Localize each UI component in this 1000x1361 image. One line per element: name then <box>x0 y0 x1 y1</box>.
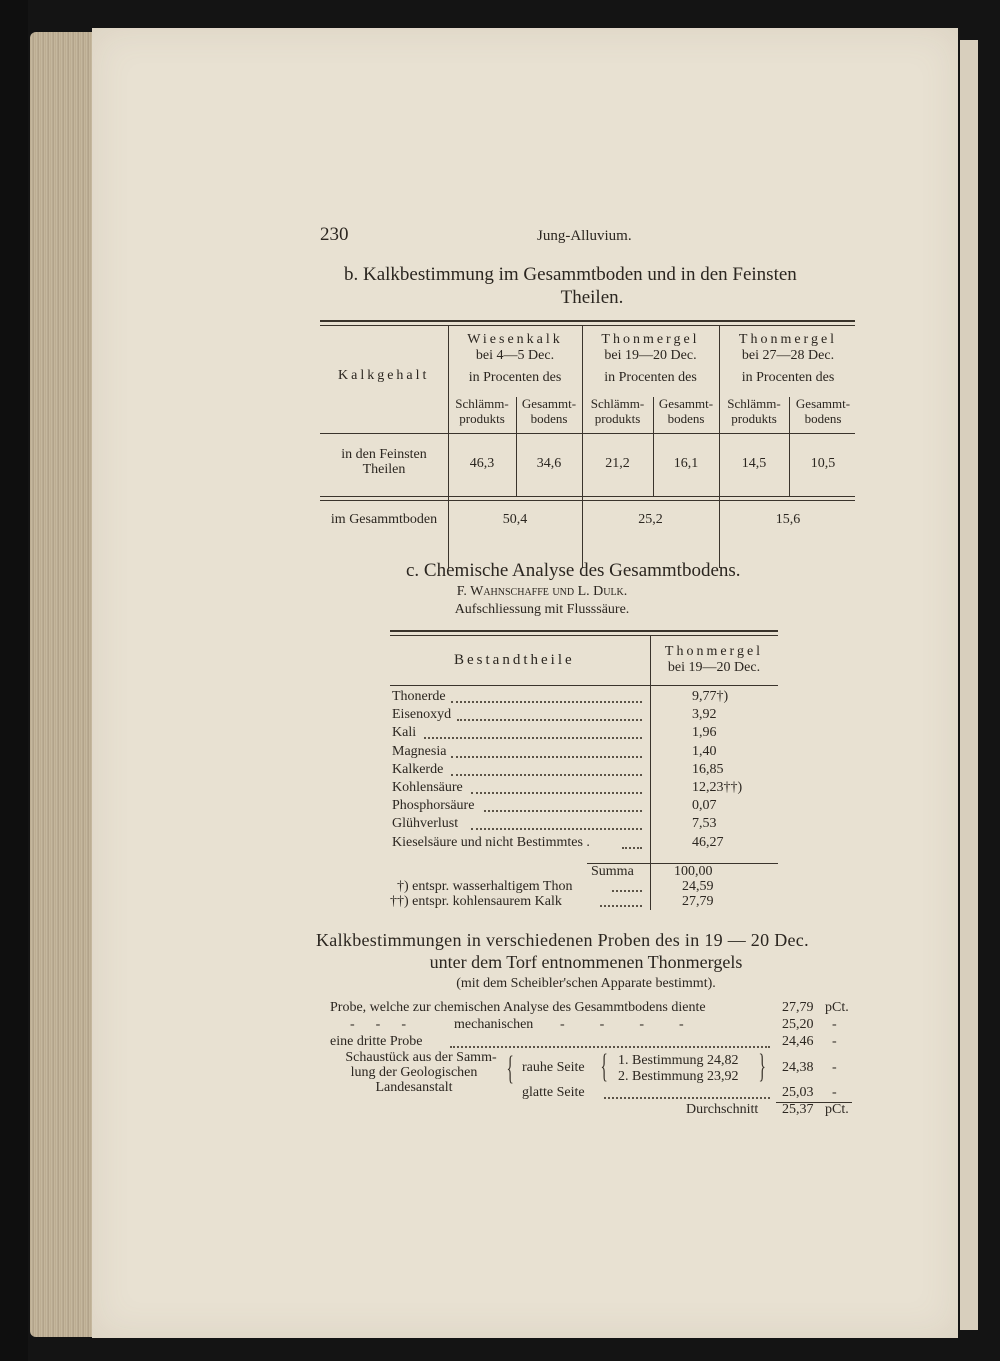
analysis-row-name: Phosphorsäure <box>392 798 475 813</box>
line3-unit: - <box>832 1034 837 1049</box>
group-3-name: Thonmergel <box>738 332 838 347</box>
analysis-row-name: Kali <box>392 725 417 740</box>
cell-gesammt-1: 50,4 <box>502 512 528 527</box>
line2-label: mechanischen <box>454 1017 534 1032</box>
analysis-row-name: Glühverlust <box>392 816 459 831</box>
schaustueck-line3: Landesanstalt <box>375 1080 453 1095</box>
group-3-unit: in Procenten des <box>741 370 835 385</box>
analysis-row-value: 16,85 <box>692 762 724 777</box>
cell-gesammt-3: 15,6 <box>775 512 801 527</box>
section-c-authors: F. Wahnschaffe und L. Dulk. <box>456 584 628 599</box>
col-header-range: bei 19—20 Dec. <box>667 660 761 675</box>
adjacent-page <box>960 40 978 1330</box>
leader-dots <box>484 810 642 812</box>
group-1-col2: Gesammt- bodens <box>521 396 577 426</box>
analysis-row-value: 46,27 <box>692 835 724 850</box>
analysis-row-name: Magnesia <box>392 744 447 759</box>
rauhe-seite: rauhe Seite <box>522 1060 585 1075</box>
group-2-unit: in Procenten des <box>604 370 697 385</box>
group-2-name: Thonmergel <box>601 332 700 347</box>
cell-feinsten-6: 10,5 <box>810 456 836 471</box>
brace-left-icon: { <box>506 1050 514 1087</box>
section-d-title-line2: unter dem Torf entnommenen Thonmergels <box>429 952 743 972</box>
leader-dots <box>457 719 642 721</box>
cell-feinsten-5: 14,5 <box>741 456 767 471</box>
col-header-bestandtheile: Bestandtheile <box>454 652 575 668</box>
line3-label: eine dritte Probe <box>330 1034 423 1049</box>
bestimmung-1: 1. Bestimmung 24,82 <box>618 1053 739 1068</box>
leader-dots <box>424 737 642 739</box>
section-b-title-line1: b. Kalkbestimmung im Gesammtboden und in den Feinsten <box>344 264 797 285</box>
line1-value: 27,79 <box>782 1000 814 1015</box>
footnote-2-value: 27,79 <box>682 894 714 909</box>
footnote-1-value: 24,59 <box>682 879 714 894</box>
analysis-row-value: 1,40 <box>692 744 717 759</box>
group-3-col1: Schlämm- produkts <box>727 396 781 426</box>
leader-dots <box>451 774 642 776</box>
line2-dashes-left: - - - <box>350 1017 406 1032</box>
section-c-title: c. Chemische Analyse des Gesammtbodens. <box>406 560 741 581</box>
cell-feinsten-4: 16,1 <box>673 456 699 471</box>
cell-feinsten-3: 21,2 <box>605 456 630 471</box>
group-3-range: bei 27—28 Dec. <box>741 348 835 363</box>
schaustueck-line2: lung der Geologischen <box>350 1065 478 1080</box>
leader-dots <box>451 701 642 703</box>
brace-right-icon: } <box>758 1048 766 1085</box>
row-feinsten-label: in den Feinsten Theilen <box>341 447 427 477</box>
analysis-row-name: Kieselsäure und nicht Bestimmtes . <box>392 835 590 850</box>
analysis-row-name: Kalkerde <box>392 762 444 777</box>
cell-feinsten-1: 46,3 <box>469 456 495 471</box>
glatte-value: 25,03 <box>782 1085 814 1100</box>
schaustueck-line1: Schaustück aus der Samm- <box>345 1050 497 1065</box>
analysis-row-value: 9,77†) <box>692 689 729 704</box>
rauhe-value: 24,38 <box>782 1060 814 1075</box>
group-1-name: Wiesenkalk <box>467 332 563 347</box>
group-2-col2: Gesammt- bodens <box>658 396 714 426</box>
line1-unit: pCt. <box>825 1000 849 1015</box>
analysis-row-value: 7,53 <box>692 816 717 831</box>
leader-dots <box>471 828 642 830</box>
group-1-col1: Schlämm- produkts <box>455 396 509 426</box>
analysis-row-name: Kohlensäure <box>392 780 463 795</box>
col-header-thonmergel: Thonmergel <box>664 644 764 659</box>
book-edge <box>0 0 28 1361</box>
analysis-row-value: 0,07 <box>692 798 717 813</box>
glatte-unit: - <box>832 1085 837 1100</box>
section-c-method: Aufschliessung mit Flusssäure. <box>454 602 630 617</box>
leader-dots <box>471 792 642 794</box>
rauhe-unit: - <box>832 1060 837 1075</box>
line2-value: 25,20 <box>782 1017 814 1032</box>
section-b-title-line2: Theilen. <box>560 287 624 308</box>
group-1-unit: in Procenten des <box>468 370 562 385</box>
row-header-kalkgehalt: Kalkgehalt <box>338 368 430 383</box>
durchschnitt-unit: pCt. <box>825 1102 849 1117</box>
analysis-row-name: Thonerde <box>392 689 446 704</box>
page-number: 230 <box>320 224 349 245</box>
analysis-row-value: 1,96 <box>692 725 717 740</box>
footnote-2-label: ††) entspr. kohlensaurem Kalk <box>390 894 562 909</box>
leader-dots <box>451 756 642 758</box>
analysis-row-value: 3,92 <box>692 707 717 722</box>
durchschnitt-label: Durchschnitt <box>686 1102 759 1117</box>
line2-dashes-right: - - - - <box>560 1017 684 1032</box>
footnote-1-label: †) entspr. wasserhaltigem Thon <box>397 879 573 894</box>
group-3-col2: Gesammt- bodens <box>795 396 851 426</box>
row-gesammtboden-label: im Gesammtboden <box>330 512 438 527</box>
book-page <box>92 28 958 1338</box>
cell-feinsten-2: 34,6 <box>536 456 562 471</box>
line2-unit: - <box>832 1017 837 1032</box>
summa-value: 100,00 <box>674 864 713 879</box>
brace-middle-icon: { <box>600 1048 608 1085</box>
leader-dots <box>622 847 642 849</box>
bestimmung-2: 2. Bestimmung 23,92 <box>618 1069 739 1084</box>
analysis-row-value: 12,23††) <box>692 780 743 795</box>
glatte-seite: glatte Seite <box>522 1085 585 1100</box>
group-2-range: bei 19—20 Dec. <box>604 348 697 363</box>
durchschnitt-value: 25,37 <box>782 1102 814 1117</box>
section-d-subtitle: (mit dem Scheibler'schen Apparate bestimmt). <box>456 976 716 991</box>
analysis-row-name: Eisenoxyd <box>392 707 452 722</box>
running-title: Jung-Alluvium. <box>537 228 632 244</box>
cell-gesammt-2: 25,2 <box>638 512 663 527</box>
line3-value: 24,46 <box>782 1034 814 1049</box>
line1-label: Probe, welche zur chemischen Analyse des Gesammtbodens diente <box>330 1000 706 1015</box>
group-2-col1: Schlämm- produkts <box>590 396 645 426</box>
group-1-range: bei 4—5 Dec. <box>475 348 555 363</box>
summa-label: Summa <box>591 864 634 879</box>
section-d-title-line1: Kalkbestimmungen in verschiedenen Proben des in 19 — 20 Dec. <box>316 930 809 950</box>
